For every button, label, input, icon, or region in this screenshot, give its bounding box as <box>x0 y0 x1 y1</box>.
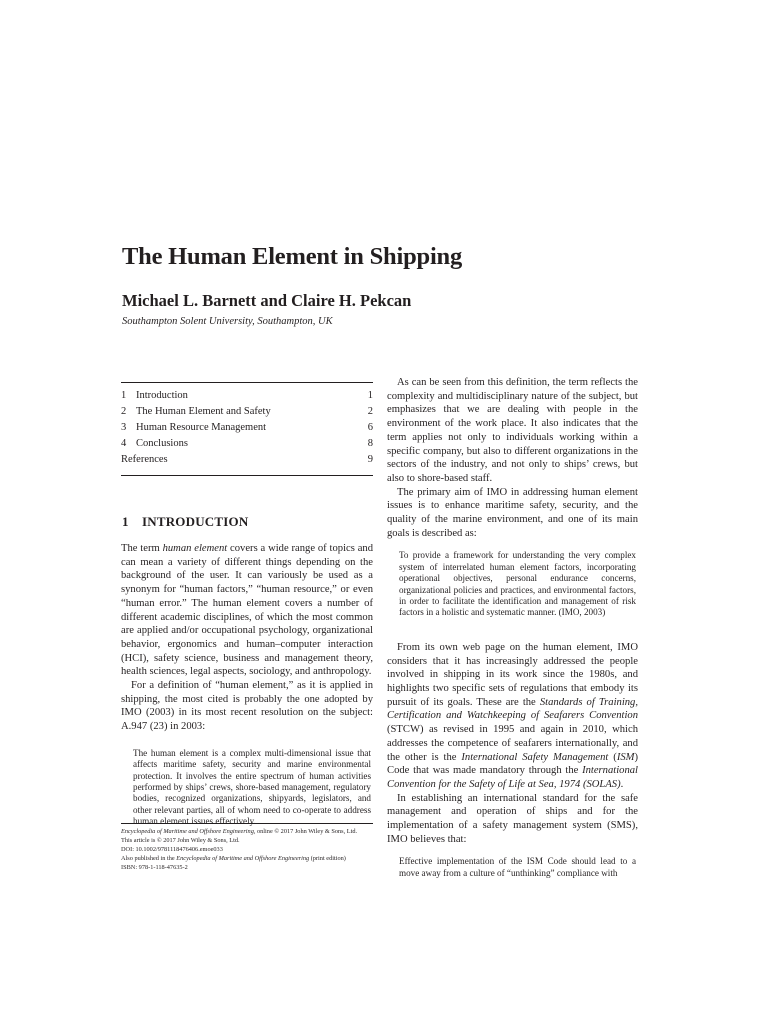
table-of-contents <box>121 382 373 476</box>
author-affiliation: Southampton Solent University, Southampton, UK <box>122 316 333 327</box>
toc-entry <box>121 404 373 420</box>
body-paragraph: The term human element covers a wide range of topics and can mean a variety of different things depending on the background of the user. It can variously be used as a synonym for “human factors,” “human resource,” or even “human error.” The human element covers a number of different academic disciplines, of which the most common are applied and/or occupational psychology, organizational behavior, ergonomics and human–computer interaction (HCI), safety science, business and management theory, health sciences, legal aspects, sociology, and anthropology. <box>121 543 373 678</box>
footnote-line: Encyclopedia of Maritime and Offshore Engineering, online © 2017 John Wiley & Sons, Ltd. <box>121 828 358 835</box>
toc-label: References <box>121 454 168 465</box>
footnote-isbn: ISBN: 978-1-118-47635-2 <box>121 864 188 871</box>
body-paragraph: As can be seen from this definition, the term reflects the complexity and multidisciplinary nature of the subject, but emphasizes that we are dealing with people in the environment of the work place. It also indicates that the term applies not only to individuals working within a specific company, but also to different organizations in the sectors of the industry, and not only to ships’ crews, but also to shore-based staff. <box>387 377 638 484</box>
publication-footnote <box>121 823 373 872</box>
toc-page: 6 <box>367 422 373 433</box>
toc-label: The Human Element and Safety <box>136 406 271 417</box>
toc-number: 3 <box>121 422 127 433</box>
footnote-line: This article is © 2017 John Wiley & Sons, Ltd. <box>121 837 240 844</box>
body-paragraph: In establishing an international standard for the safe management and operation of ships and for the implementation of a safety management system (SMS), IMO believes that: <box>387 792 638 845</box>
toc-page: 9 <box>367 454 373 465</box>
toc-label: Human Resource Management <box>136 422 267 433</box>
block-quote: To provide a framework for understanding the very complex system of interrelated human element factors, incorporating operational objectives, personal endurance concerns, organizational policies and practices, and environmental factors, in order to facilitate the identification and management of risk factors in a holistic and systematic manner. (IMO, 2003) <box>399 550 636 618</box>
toc-label: Conclusions <box>136 438 188 449</box>
toc-number: 1 <box>121 390 127 401</box>
section-heading <box>122 514 373 530</box>
body-paragraph: For a definition of “human element,” as it is applied in shipping, the most cited is probably the one adopted by IMO (2003) in its most recent resolution on the subject: A.947 (23) in 2003: <box>121 680 373 733</box>
body-paragraph: From its own web page on the human element, IMO considers that it has increasingly addressed the people involved in shipping in its work since the 1980s, and highlights two specific sets of regulations that embody its pursuit of its goals. These are the Standards of Training, Certification and Watchkeeping of Seafarers Convention (STCW) as revised in 1995 and again in 2010, which addresses the competence of seafarers internationally, and the other is the International Safety Management (ISM) Code that was made mandatory through the International Convention for the Safety of Life at Sea, 1974 (SOLAS). <box>387 641 638 790</box>
section-title: INTRODUCTION <box>142 514 249 529</box>
toc-page: 1 <box>367 390 373 401</box>
author-names: Michael L. Barnett and Claire H. Pekcan <box>122 291 412 310</box>
article-title: The Human Element in Shipping <box>122 243 463 270</box>
block-quote: Effective implementation of the ISM Code should lead to a move away from a culture of “unthinking” compliance with <box>399 856 636 878</box>
left-column <box>121 382 373 828</box>
body-paragraph: The primary aim of IMO in addressing human element issues is to enhance maritime safety, security, and the quality of the marine environment, and one of its main goals is described as: <box>387 486 638 539</box>
footnote-line: Also published in the Encyclopedia of Maritime and Offshore Engineering (print edition) <box>121 855 346 862</box>
toc-number: 2 <box>121 406 127 417</box>
section-number: 1 <box>122 514 129 529</box>
toc-entry <box>121 420 373 436</box>
footnote-doi: DOI: 10.1002/9781118476406.emoe033 <box>121 846 223 853</box>
block-quote: The human element is a complex multi-dimensional issue that affects maritime safety, security and marine environmental protection. It involves the entire spectrum of human activities performed by ships’ crews, shore-based management, regulatory bodies, recognized organizations, shipyards, legislators, and other relevant parties, all of whom need to co-operate to address human element issues effectively. <box>133 747 371 827</box>
toc-entry <box>121 436 373 452</box>
toc-page: 8 <box>367 438 373 449</box>
right-column <box>387 376 638 879</box>
toc-page: 2 <box>367 406 373 417</box>
toc-entry <box>121 452 373 468</box>
toc-label: Introduction <box>136 390 188 401</box>
toc-number: 4 <box>121 438 127 449</box>
toc-entry <box>121 388 373 404</box>
